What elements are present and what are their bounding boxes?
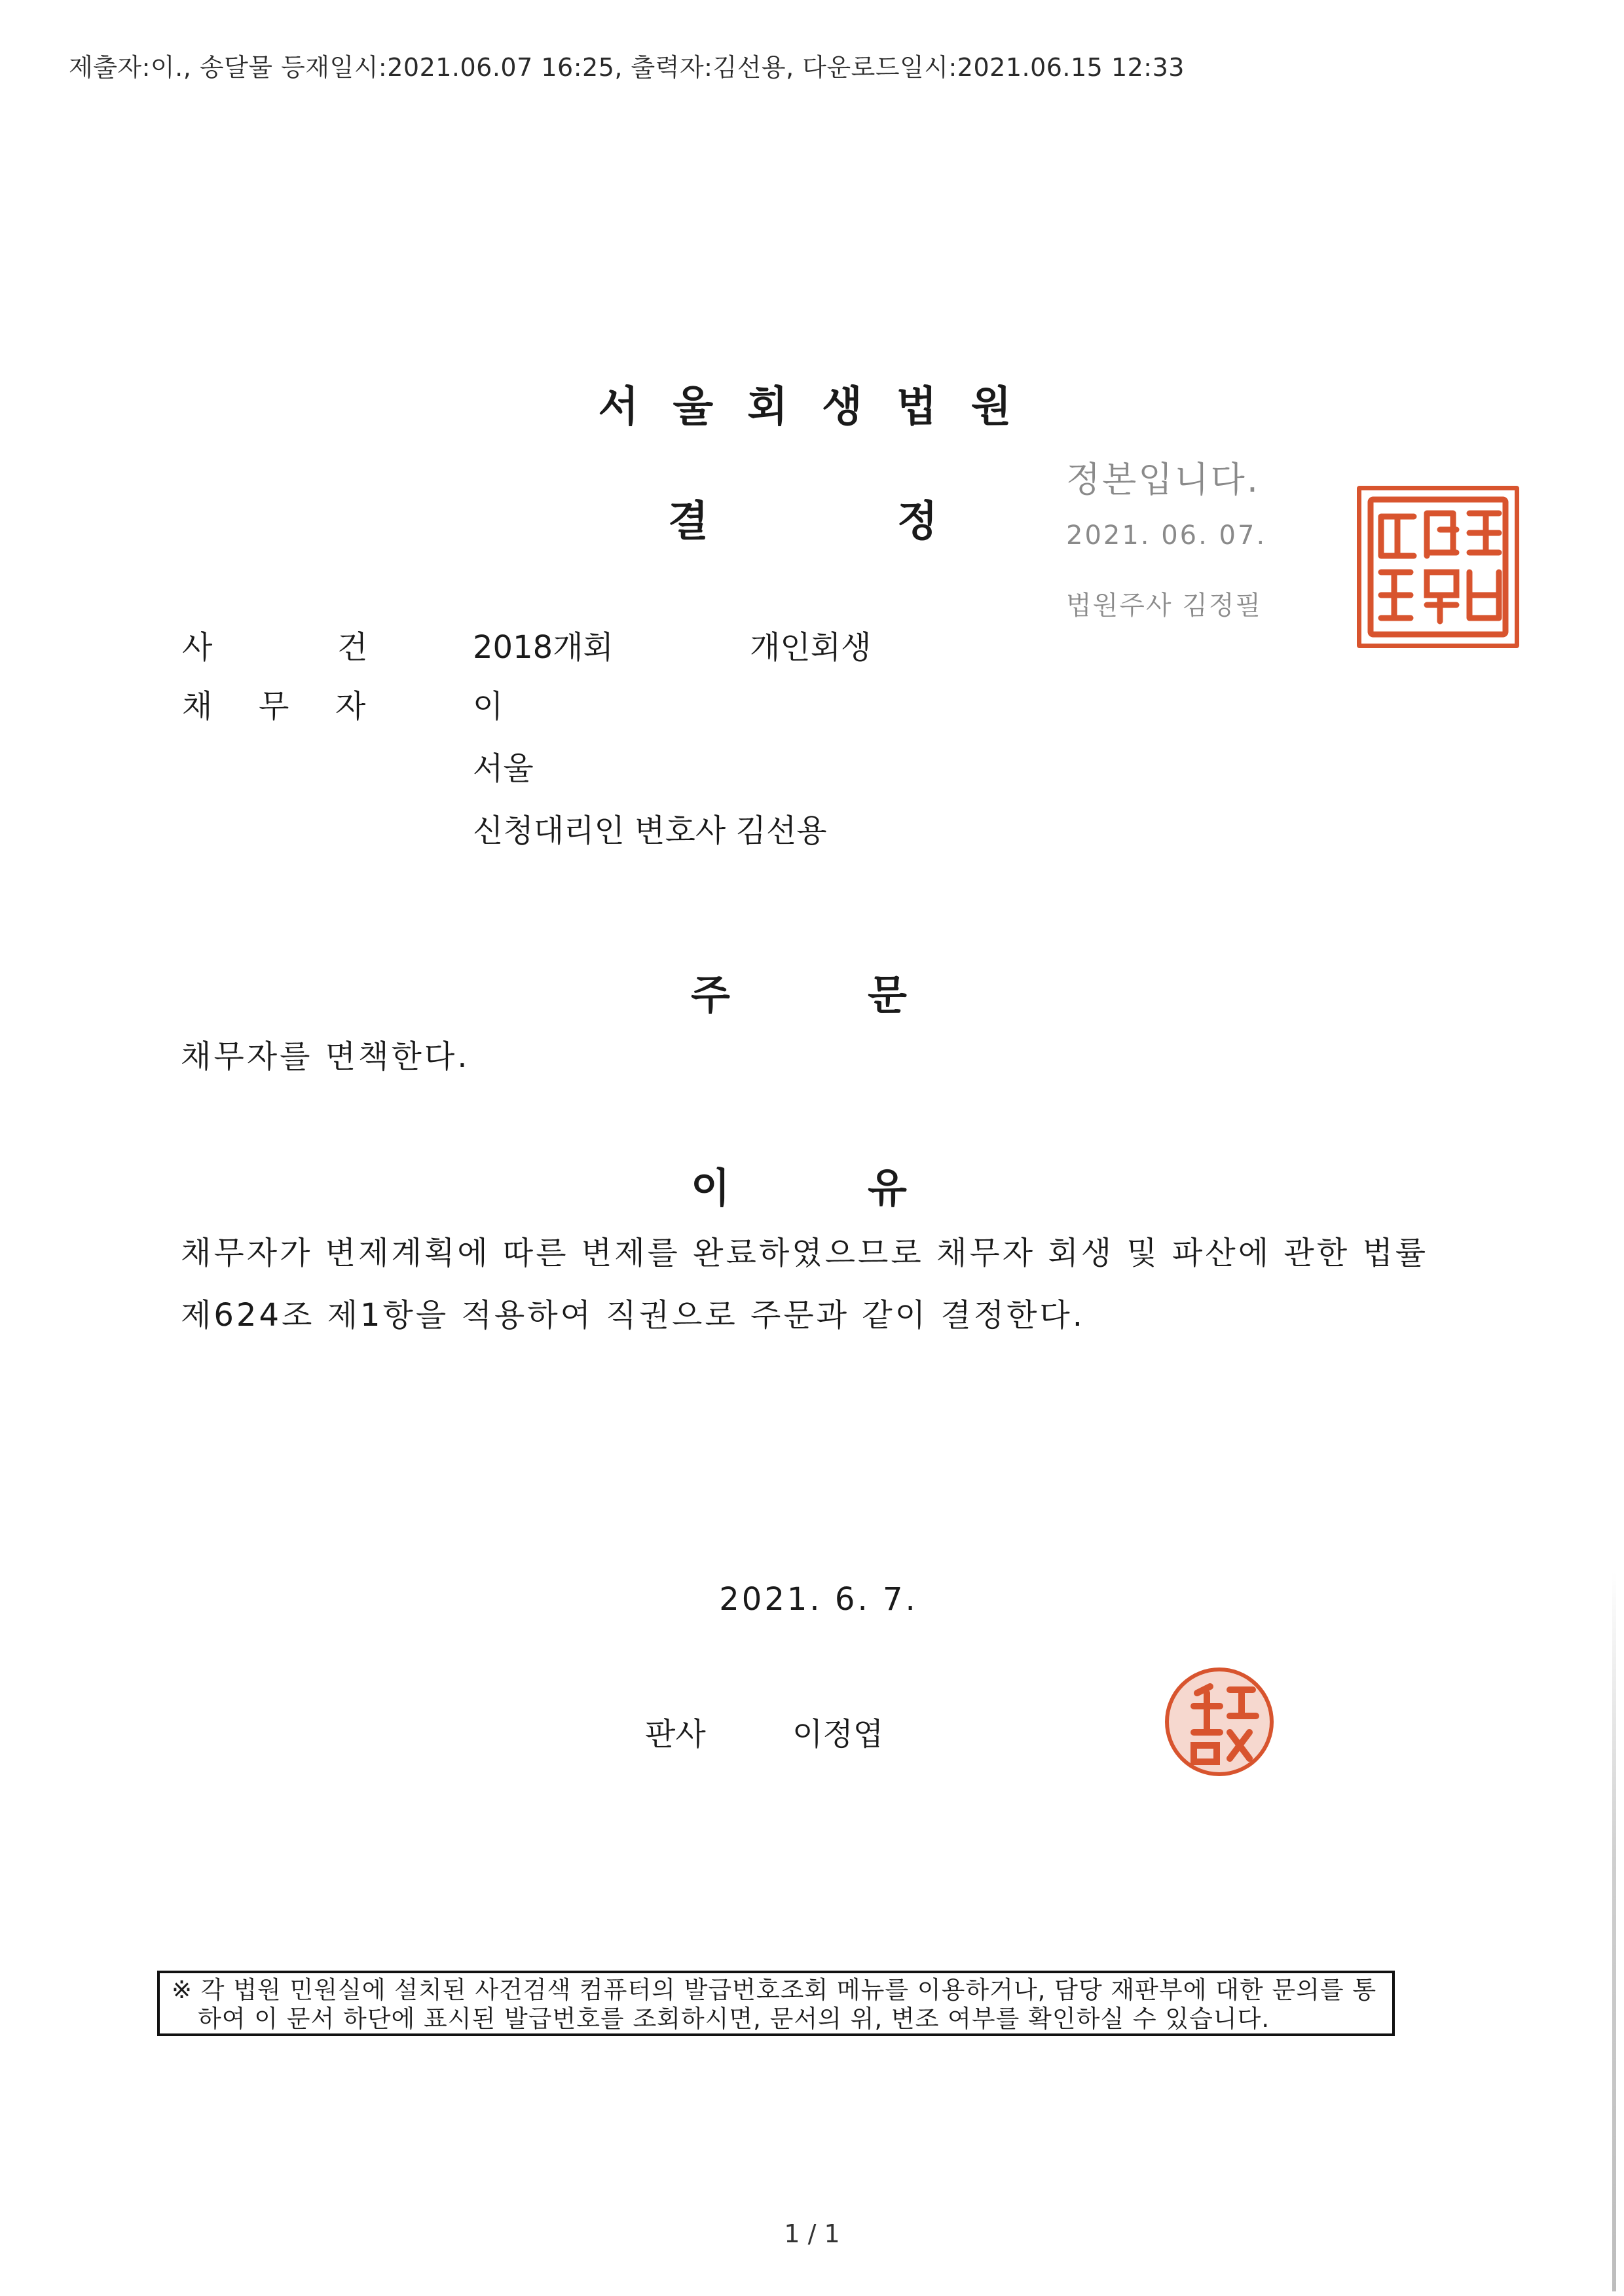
debtor-label-char-1: 채 [182, 688, 213, 725]
case-label-char-1: 사 [182, 629, 213, 666]
reason-heading-left: 이 [691, 1164, 730, 1212]
doc-title-right: 정 [897, 498, 938, 546]
case-type: 개인회생 [750, 629, 872, 666]
judge-seal-icon [1158, 1660, 1281, 1783]
debtor-label-char-3: 자 [335, 688, 366, 725]
scan-edge [1612, 1571, 1616, 2291]
reason-line-2: 제624조 제1항을 적용하여 직권으로 주문과 같이 결정한다. [181, 1297, 1086, 1334]
judge-title: 판사 [645, 1716, 706, 1753]
court-name: 서울회생법원 [598, 383, 1046, 431]
debtor-address: 서울 [473, 750, 534, 787]
submission-header: 제출자:이., 송달물 등재일시:2021.06.07 16:25, 출력자:김선용, 다운로드일시:2021.06.15 12:33 [69, 53, 1185, 82]
certifying-clerk: 법원주사 김정필 [1066, 591, 1263, 621]
debtor-agent: 신청대리인 변호사 김선용 [473, 812, 827, 849]
notice-line-1: ※ 각 법원 민원실에 설치된 사건검색 컴퓨터의 발급번호조회 메뉴를 이용하거나, 담당 재판부에 대한 문의를 통 [172, 1976, 1377, 2004]
judge-name: 이정엽 [792, 1716, 884, 1753]
order-heading-left: 주 [691, 971, 730, 1019]
doc-title-left: 결 [668, 498, 709, 546]
debtor-label-char-2: 무 [259, 688, 289, 725]
order-text: 채무자를 면책한다. [181, 1038, 470, 1075]
certified-copy-text: 정본입니다. [1066, 459, 1260, 500]
debtor-name: 이 [473, 688, 504, 725]
page-number: 1 / 1 [784, 2219, 840, 2248]
verification-notice [157, 1971, 1395, 2036]
notice-line-2: 하여 이 문서 하단에 표시된 발급번호를 조회하시면, 문서의 위, 변조 여부를 확인하실 수 있습니다. [198, 2005, 1270, 2033]
case-number: 2018개회 [473, 629, 614, 666]
certified-copy-date: 2021. 06. 07. [1066, 520, 1267, 551]
reason-line-1: 채무자가 변제계획에 따른 변제를 완료하였으므로 채무자 회생 및 파산에 관한 법률 [181, 1235, 1429, 1271]
reason-heading-right: 유 [868, 1164, 907, 1212]
case-label-char-2: 건 [337, 629, 368, 666]
order-heading-right: 문 [868, 971, 907, 1019]
decision-date: 2021. 6. 7. [719, 1581, 918, 1618]
court-seal-icon [1357, 486, 1519, 648]
